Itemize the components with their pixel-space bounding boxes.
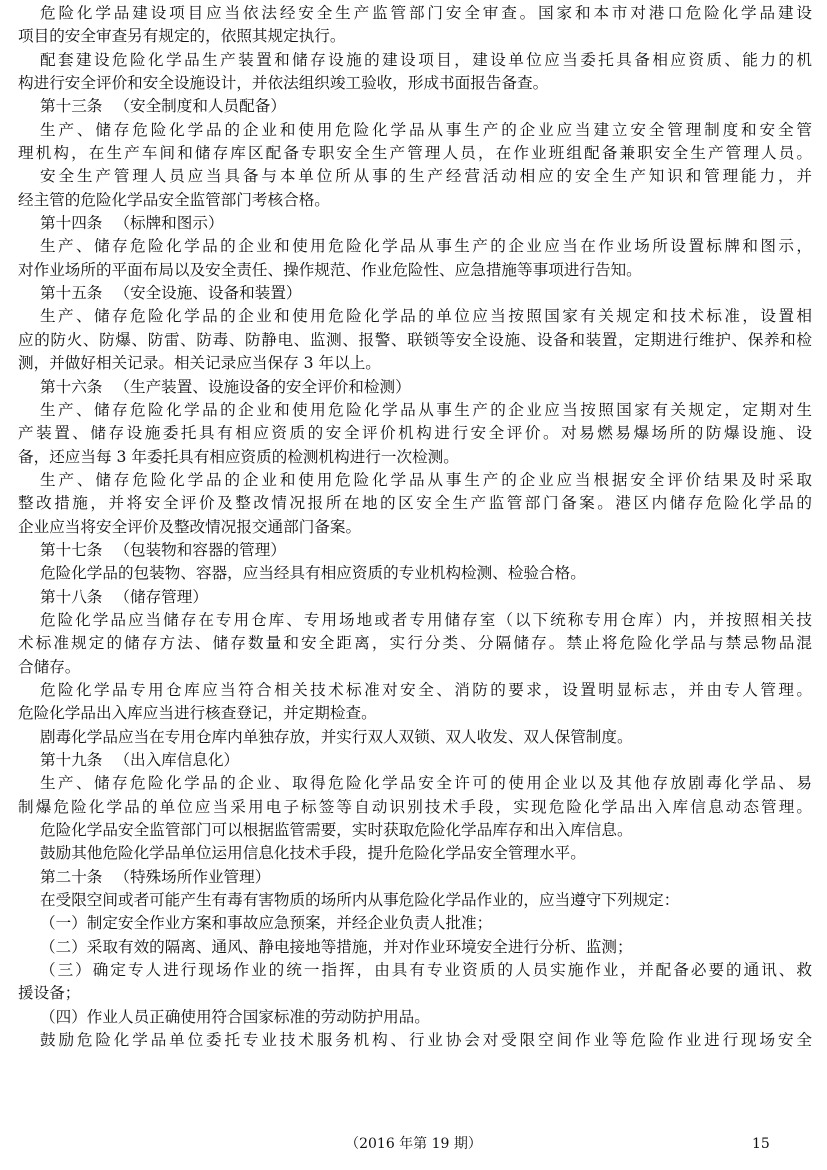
page-body bbox=[18, 2, 812, 1052]
article-subtitle: （包装物和容器的管理） bbox=[114, 540, 286, 559]
article-number: 第十八条 bbox=[40, 587, 103, 606]
article-heading bbox=[18, 95, 812, 118]
text-line: 危险化学品安全监管部门可以根据监管需要，实时获取危险化学品库存和出入库信息。 bbox=[40, 821, 633, 840]
text-line: 测，并做好相关记录。相关记录应当保存 3 年以上。 bbox=[18, 354, 381, 373]
article-subtitle: （安全制度和人员配备） bbox=[114, 97, 286, 116]
article-heading bbox=[18, 376, 812, 399]
text-line: （三）确定专人进行现场作业的统一指挥，由具有专业资质的人员实施作业，并配备必要的通讯、救 bbox=[40, 961, 812, 980]
text-line: 项目的安全审查另有规定的，依照其规定执行。 bbox=[18, 27, 346, 46]
text-line: 鼓励危险化学品单位委托专业技术服务机构、行业协会对受限空间作业等危险作业进行现场安全 bbox=[40, 1031, 812, 1050]
article-subtitle: （标牌和图示） bbox=[114, 214, 224, 233]
article-subtitle: （特殊场所作业管理） bbox=[114, 867, 271, 886]
text-line: 生产、储存危险化学品的企业和使用危险化学品从事生产的企业应当建立安全管理制度和安全管 bbox=[40, 120, 812, 139]
article-number: 第十五条 bbox=[40, 284, 103, 303]
page-number: 15 bbox=[752, 1136, 770, 1152]
article-number: 第二十条 bbox=[40, 867, 103, 886]
text-line: 整改措施，并将安全评价及整改情况报所在地的区安全生产监管部门备案。港区内储存危险化学品的 bbox=[18, 494, 812, 513]
article-number: 第十六条 bbox=[40, 377, 103, 396]
article-number: 第十三条 bbox=[40, 97, 103, 116]
article-heading bbox=[18, 749, 812, 772]
text-line: 构进行安全评价和安全设施设计，并依法组织竣工验收，形成书面报告备查。 bbox=[18, 74, 549, 93]
issue-label: （2016 年第 19 期） bbox=[345, 1136, 482, 1152]
text-line: 产装置、储存设施委托具有相应资质的安全评价机构进行安全评价。对易燃易爆场所的防爆设施、设 bbox=[18, 424, 812, 443]
text-line: 危险化学品应当储存在专用仓库、专用场地或者专用储存室（以下统称专用仓库）内，并按照相关技 bbox=[40, 610, 812, 629]
text-line: 备，还应当每 3 年委托具有相应资质的检测机构进行一次检测。 bbox=[18, 447, 459, 466]
article-subtitle: （出入库信息化） bbox=[114, 751, 240, 769]
article-subtitle: （安全设施、设备和装置） bbox=[114, 284, 302, 303]
article-heading bbox=[18, 866, 812, 889]
text-line: 经主管的危险化学品安全监管部门考核合格。 bbox=[18, 190, 330, 209]
text-line: 理机构，在生产车间和储存库区配备专职安全生产管理人员，在作业班组配备兼职安全生产管理人员。 bbox=[18, 144, 812, 163]
text-line: 剧毒化学品应当在专用仓库内单独存放，并实行双人双锁、双人收发、双人保管制度。 bbox=[40, 727, 633, 746]
text-line: 援设备； bbox=[18, 984, 81, 1003]
article-heading bbox=[18, 539, 812, 562]
text-line: （四）作业人员正确使用符合国家标准的劳动防护用品。 bbox=[40, 1007, 430, 1026]
text-line: 安全生产管理人员应当具备与本单位所从事的生产经营活动相应的安全生产知识和管理能力，并 bbox=[40, 167, 812, 186]
text-line: 生产、储存危险化学品的企业和使用危险化学品从事生产的企业应当根据安全评价结果及时采取 bbox=[40, 470, 812, 489]
text-line: 制爆危险化学品的单位应当采用电子标签等自动识别技术手段，实现危险化学品出入库信息动态管理。 bbox=[18, 797, 812, 816]
article-heading bbox=[18, 212, 812, 235]
text-line: 配套建设危险化学品生产装置和储存设施的建设项目，建设单位应当委托具备相应资质、能力的机 bbox=[40, 50, 812, 69]
article-subtitle: （储存管理） bbox=[114, 587, 208, 606]
text-line: 对作业场所的平面布局以及安全责任、操作规范、作业危险性、应急措施等事项进行告知。 bbox=[18, 260, 642, 279]
text-line: 生产、储存危险化学品的企业、取得危险化学品安全许可的使用企业以及其他存放剧毒化学品、易 bbox=[40, 774, 812, 793]
text-line: 在受限空间或者可能产生有毒有害物质的场所内从事危险化学品作业的，应当遵守下列规定： bbox=[40, 891, 680, 910]
text-line: 生产、储存危险化学品的企业和使用危险化学品从事生产的企业应当按照国家有关规定，定期对生 bbox=[40, 400, 812, 419]
page-footer bbox=[0, 1133, 827, 1155]
article-number: 第十四条 bbox=[40, 214, 103, 233]
text-line: 企业应当将安全评价及整改情况报交通部门备案。 bbox=[18, 517, 362, 536]
text-line: 危险化学品建设项目应当依法经安全生产监管部门安全审查。国家和本市对港口危险化学品建设 bbox=[40, 4, 812, 22]
text-line: 生产、储存危险化学品的企业和使用危险化学品的单位应当按照国家有关规定和技术标准，设置相 bbox=[40, 307, 812, 326]
text-line: 鼓励其他危险化学品单位运用信息化技术手段，提升危险化学品安全管理水平。 bbox=[40, 844, 586, 863]
article-number: 第十九条 bbox=[40, 751, 103, 769]
text-line: 危险化学品的包装物、容器，应当经具有相应资质的专业机构检测、检验合格。 bbox=[40, 564, 586, 583]
text-line: 应的防火、防爆、防雷、防毒、防静电、监测、报警、联锁等安全设施、设备和装置，定期进行维护、保养和检 bbox=[18, 330, 812, 349]
text-line: 危险化学品专用仓库应当符合相关技术标准对安全、消防的要求，设置明显标志，并由专人管理。 bbox=[40, 680, 812, 699]
text-line: （一）制定安全作业方案和事故应急预案，并经企业负责人批准； bbox=[40, 914, 493, 933]
article-number: 第十七条 bbox=[40, 540, 103, 559]
text-line: （二）采取有效的隔离、通风、静电接地等措施，并对作业环境安全进行分析、监测； bbox=[40, 937, 633, 956]
article-heading bbox=[18, 586, 812, 609]
text-line: 合储存。 bbox=[18, 657, 81, 676]
article-heading bbox=[18, 282, 812, 305]
text-line: 生产、储存危险化学品的企业和使用危险化学品从事生产的企业应当在作业场所设置标牌和图示， bbox=[40, 237, 812, 256]
article-subtitle: （生产装置、设施设备的安全评价和检测） bbox=[114, 377, 411, 396]
text-line: 术标准规定的储存方法、储存数量和安全距离，实行分类、分隔储存。禁止将危险化学品与禁忌物品混 bbox=[18, 634, 812, 653]
text-line: 危险化学品出入库应当进行核查登记，并定期检查。 bbox=[18, 704, 377, 723]
